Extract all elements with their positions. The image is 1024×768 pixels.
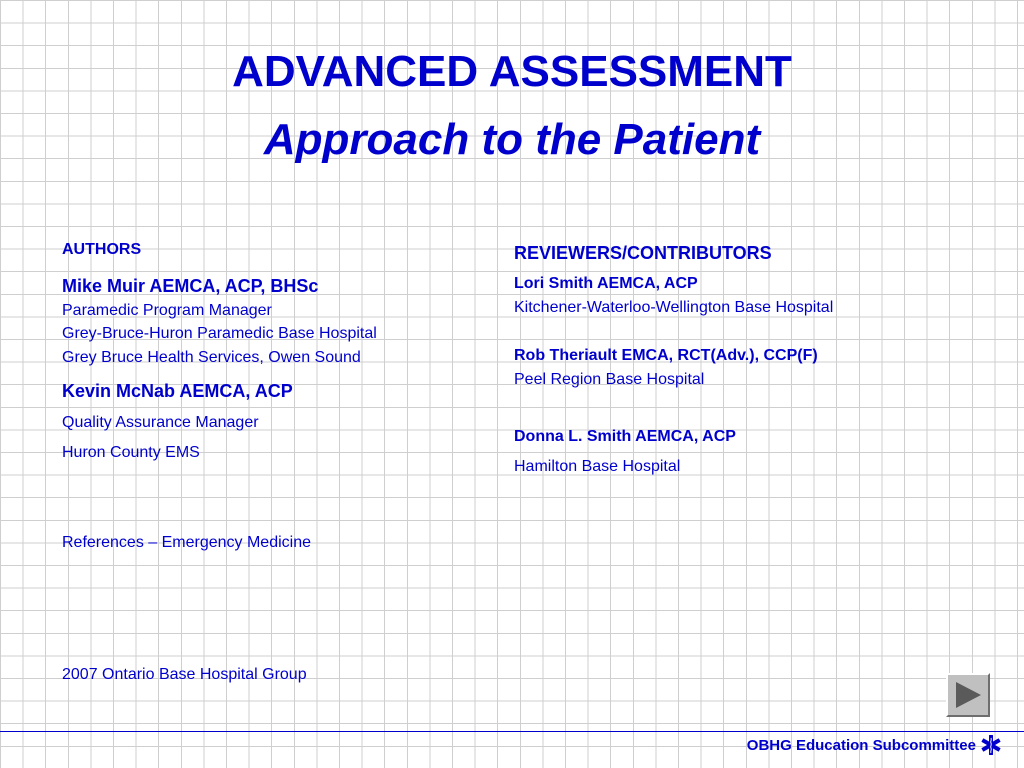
- references-text: References – Emergency Medicine: [62, 534, 312, 551]
- author1-role: Paramedic Program Manager: [62, 302, 272, 319]
- reviewers-heading: REVIEWERS/CONTRIBUTORS: [514, 243, 772, 263]
- reviewer1-org: Kitchener-Waterloo-Wellington Base Hospital: [514, 299, 834, 316]
- copyright-text: 2007 Ontario Base Hospital Group: [62, 666, 307, 683]
- play-next-icon: [948, 675, 988, 715]
- author2-name: Kevin McNab AEMCA, ACP: [62, 381, 293, 401]
- slide-subtitle: Approach to the Patient: [263, 115, 761, 164]
- author2-org: Huron County EMS: [62, 444, 200, 461]
- reviewer2-name: Rob Theriault EMCA, RCT(Adv.), CCP(F): [514, 347, 818, 364]
- reviewer3-org: Hamilton Base Hospital: [514, 458, 681, 475]
- author1-name: Mike Muir AEMCA, ACP, BHSc: [62, 276, 319, 296]
- next-slide-button[interactable]: [946, 673, 990, 717]
- author2-role: Quality Assurance Manager: [62, 414, 259, 431]
- footer-label: OBHG Education Subcommittee: [746, 737, 976, 754]
- reviewer3-name: Donna L. Smith AEMCA, ACP: [514, 428, 736, 445]
- reviewer2-org: Peel Region Base Hospital: [514, 371, 705, 388]
- authors-heading: AUTHORS: [62, 241, 142, 258]
- author1-org1: Grey-Bruce-Huron Paramedic Base Hospital: [62, 325, 377, 342]
- slide-title: ADVANCED ASSESSMENT: [232, 47, 792, 96]
- star-of-life-icon: [979, 733, 1003, 757]
- reviewer1-name: Lori Smith AEMCA, ACP: [514, 275, 698, 292]
- author1-org2: Grey Bruce Health Services, Owen Sound: [62, 349, 361, 366]
- footer-divider: [0, 731, 1024, 732]
